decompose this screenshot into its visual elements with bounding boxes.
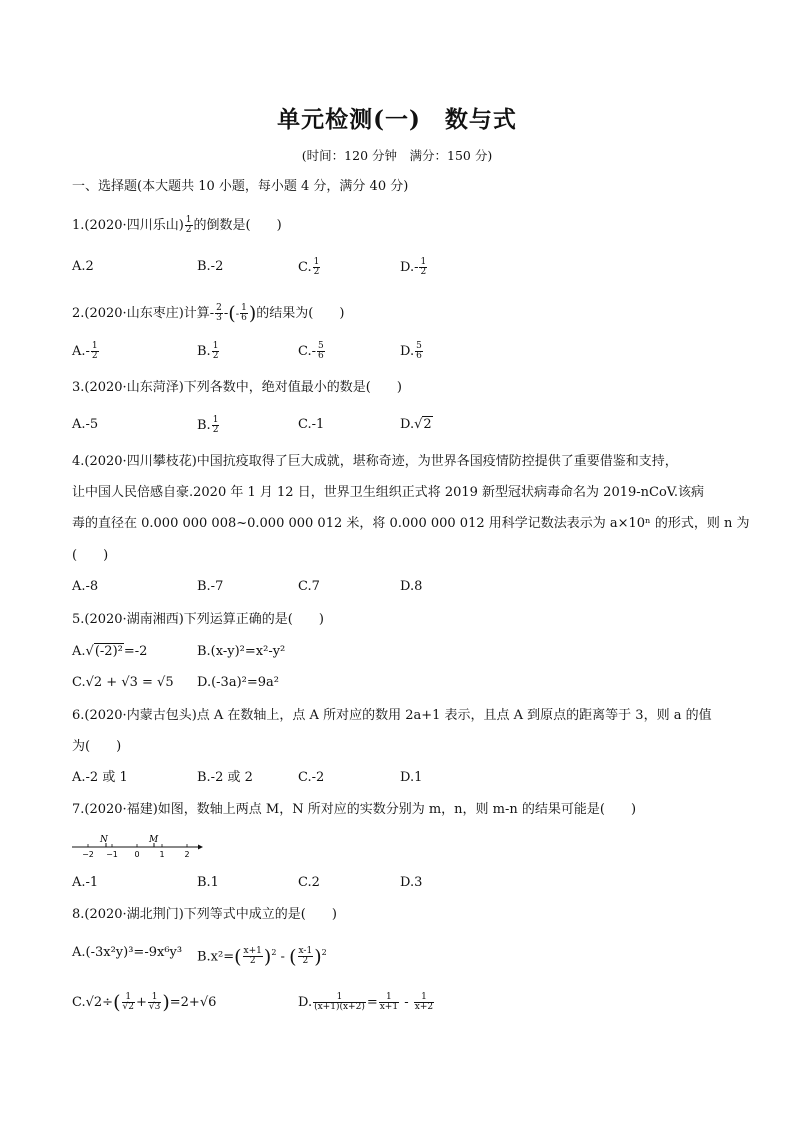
point-m-label: M xyxy=(149,835,159,845)
q4-option-b[interactable]: B.-7 xyxy=(197,579,224,594)
q5-option-c[interactable]: C.√2 + √3 = √5 xyxy=(72,675,174,690)
question-5: 5.(2020·湖南湘西)下列运算正确的是( ) xyxy=(72,612,324,627)
q5-option-a[interactable]: A.√(-2)²=-2 xyxy=(72,644,148,659)
q6-option-d[interactable]: D.1 xyxy=(400,770,423,785)
question-8: 8.(2020·湖北荆门)下列等式中成立的是( ) xyxy=(72,907,337,922)
q8-option-b[interactable]: B.x²=( $\frac{x+1}{2}$ )$^2$ - ( $\frac{x-1}{2}$ )$^2$ xyxy=(197,945,327,968)
q4-option-d[interactable]: D.8 xyxy=(400,579,423,594)
number-line-figure xyxy=(70,832,204,860)
tick-label-1: 1 xyxy=(159,850,165,859)
exam-info: (时间：120 分钟 满分：150 分) xyxy=(301,148,493,163)
tick-label-m2: −2 xyxy=(82,850,94,859)
question-4-line-3: 毒的直径在 0.000 000 008~0.000 000 012 米，将 0.000 000 012 用科学记数法表示为 a×10ⁿ 的形式，则 n 为 xyxy=(72,516,750,531)
tick-label-m1: −1 xyxy=(106,850,118,859)
question-2: 2.(2020·山东枣庄)计算- $\frac{2}{3}$ -(- $\frac{1}{6}$ )的结果为( ) xyxy=(72,302,345,325)
question-6-line-2: 为( ) xyxy=(72,739,122,754)
question-4-line-1: 4.(2020·四川攀枝花)中国抗疫取得了巨大成就，堪称奇迹，为世界各国疫情防控提供了重要借鉴和支持， xyxy=(72,454,678,469)
q7-option-c[interactable]: C.2 xyxy=(298,875,320,890)
section-heading: 一、选择题(本大题共 10 小题，每小题 4 分，满分 40 分) xyxy=(72,179,409,194)
q3-option-a[interactable]: A.-5 xyxy=(72,417,99,432)
q7-option-d[interactable]: D.3 xyxy=(400,875,423,890)
q1-option-b[interactable]: B.-2 xyxy=(197,259,224,274)
q7-option-b[interactable]: B.1 xyxy=(197,875,219,890)
q8-option-d[interactable]: D. $\frac{1}{(x+1)(x+2)}$ = $\frac{1}{x+1}$ - $\frac{1}{x+2}$ xyxy=(298,992,434,1012)
question-1: 1.(2020·四川乐山) $\frac{1}{2}$ 的倒数是( ) xyxy=(72,215,282,235)
question-6-line-1: 6.(2020·内蒙古包头)点 A 在数轴上，点 A 所对应的数用 2a+1 表示，且点 A 到原点的距离等于 3，则 a 的值 xyxy=(72,708,712,723)
q1-option-d[interactable]: D.- $\frac{1}{2}$ xyxy=(400,257,427,277)
tick-label-2: 2 xyxy=(184,850,190,859)
q8-option-c[interactable]: C.√2÷( $\frac{1}{√2}$ + $\frac{1}{√3}$ )=2+√6 xyxy=(72,991,217,1014)
q3-option-d[interactable]: D.√2 xyxy=(400,417,432,432)
question-4-line-4: ( ) xyxy=(72,548,109,563)
q1-option-a[interactable]: A.2 xyxy=(72,259,94,274)
q1-option-c[interactable]: C. $\frac{1}{2}$ xyxy=(298,257,320,277)
q4-option-a[interactable]: A.-8 xyxy=(72,579,99,594)
q6-option-c[interactable]: C.-2 xyxy=(298,770,325,785)
q2-option-c[interactable]: C.- $\frac{5}{6}$ xyxy=(298,341,324,361)
q3-option-b[interactable]: B. $\frac{1}{2}$ xyxy=(197,415,219,435)
question-7: 7.(2020·福建)如图，数轴上两点 M，N 所对应的实数分别为 m，n，则 m-n 的结果可能是( ) xyxy=(72,802,637,817)
q2-option-b[interactable]: B. $\frac{1}{2}$ xyxy=(197,341,219,361)
page-title: 单元检测(一) 数与式 xyxy=(277,106,517,133)
q2-option-a[interactable]: A.- $\frac{1}{2}$ xyxy=(72,341,98,361)
q5-option-d[interactable]: D.(-3a)²=9a² xyxy=(197,675,279,690)
q6-option-b[interactable]: B.-2 或 2 xyxy=(197,770,253,785)
q7-option-a[interactable]: A.-1 xyxy=(72,875,99,890)
q6-option-a[interactable]: A.-2 或 1 xyxy=(72,770,128,785)
question-3: 3.(2020·山东菏泽)下列各数中，绝对值最小的数是( ) xyxy=(72,380,402,395)
q5-option-b[interactable]: B.(x-y)²=x²-y² xyxy=(197,644,286,659)
axis-arrow xyxy=(198,845,203,850)
q4-option-c[interactable]: C.7 xyxy=(298,579,320,594)
question-4-line-2: 让中国人民倍感自豪.2020 年 1 月 12 日，世界卫生组织正式将 2019 新型冠状病毒命名为 2019-nCoV.该病 xyxy=(72,485,705,500)
q3-option-c[interactable]: C.-1 xyxy=(298,417,325,432)
q2-option-d[interactable]: D. $\frac{5}{6}$ xyxy=(400,341,422,361)
q8-option-a[interactable]: A.(-3x²y)³=-9x⁶y³ xyxy=(72,945,183,960)
point-n-label: N xyxy=(100,835,108,845)
tick-label-0: 0 xyxy=(134,850,140,859)
fraction: $\frac{1}{2}$ xyxy=(185,215,192,235)
